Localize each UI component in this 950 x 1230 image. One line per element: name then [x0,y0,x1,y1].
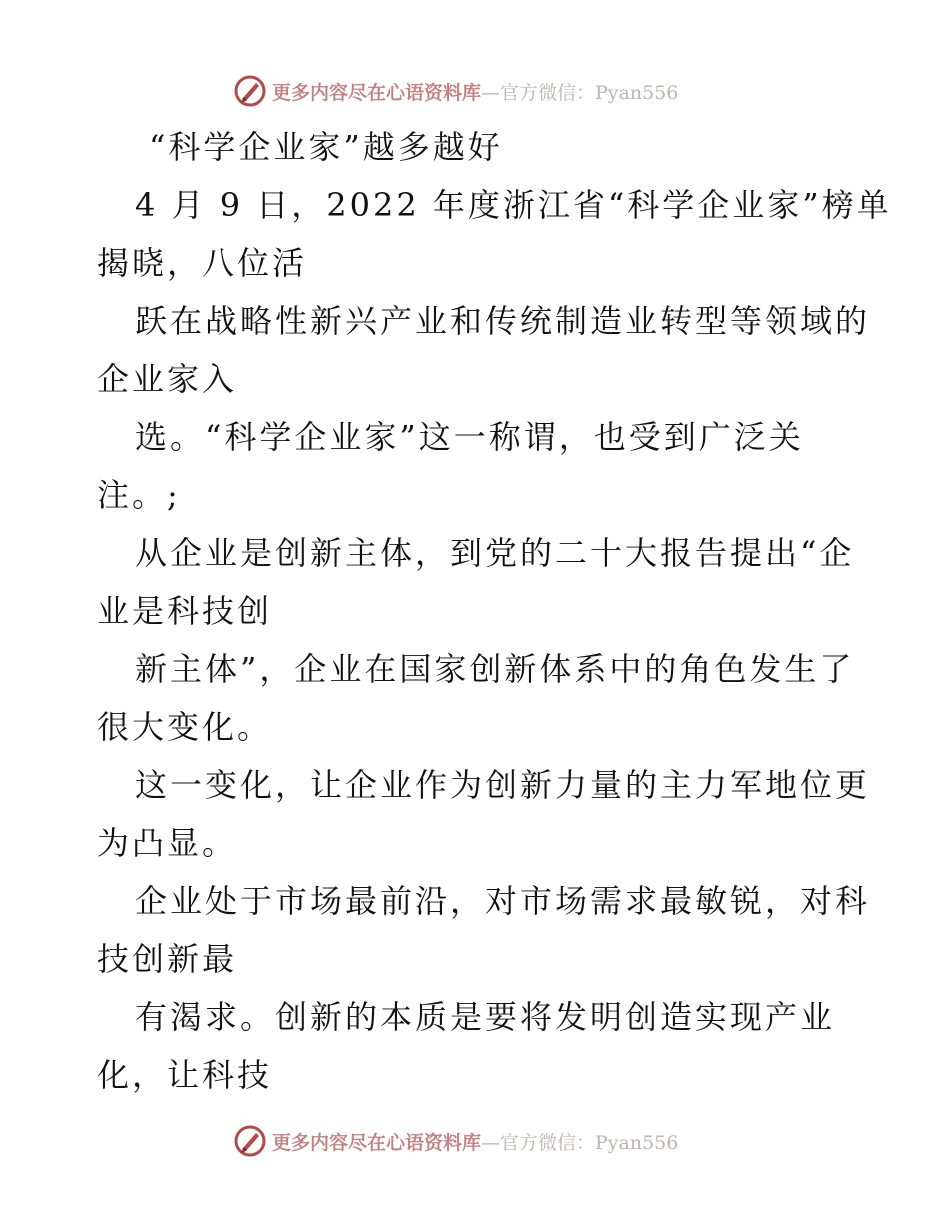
paragraph-line: 有渴求。创新的本质是要将发明创造实现产业 [135,998,836,1036]
paragraph-line: 注。; [97,476,181,514]
watermark-contact: —官方微信：Pyan556 [481,1131,679,1154]
watermark-text [272,78,678,105]
paragraph-line: 化，让科技 [97,1056,273,1094]
watermark-contact: —官方微信：Pyan556 [481,81,679,104]
document-title: “科学企业家”越多越好 [149,128,503,166]
paragraph-line: 从企业是创新主体，到党的二十大报告提出“企 [135,534,855,572]
paragraph-line: 企业家入 [97,360,238,398]
document-body [97,118,892,1104]
paragraph-line: 业是科技创 [97,592,273,630]
paragraph-line: 技创新最 [97,940,238,978]
paragraph-line: 为凸显。 [97,824,238,862]
header-watermark [232,71,752,111]
watermark-text [272,1128,678,1155]
paragraph-line: 新主体”，企业在国家创新体系中的角色发生了 [135,650,855,688]
paragraph-line: 选。“科学企业家”这一称谓，也受到广泛关 [135,418,804,456]
paragraph-line: 跃在战略性新兴产业和传统制造业转型等领域的 [135,302,871,340]
paragraph-line: 4 月 9 日，2022 年度浙江省“科学企业家”榜单 [135,186,892,224]
paragraph-line: 揭晓，八位活 [97,244,308,282]
pen-circle-logo-icon [232,1123,268,1159]
paragraph-line: 这一变化，让企业作为创新力量的主力军地位更 [135,766,871,804]
watermark-brand: 更多内容尽在心语资料库 [272,1131,482,1154]
paragraph-line: 企业处于市场最前沿，对市场需求最敏锐，对科 [135,882,871,920]
footer-watermark [232,1121,752,1161]
paragraph-line: 很大变化。 [97,708,273,746]
pen-circle-logo-icon [232,73,268,109]
watermark-brand: 更多内容尽在心语资料库 [272,81,482,104]
